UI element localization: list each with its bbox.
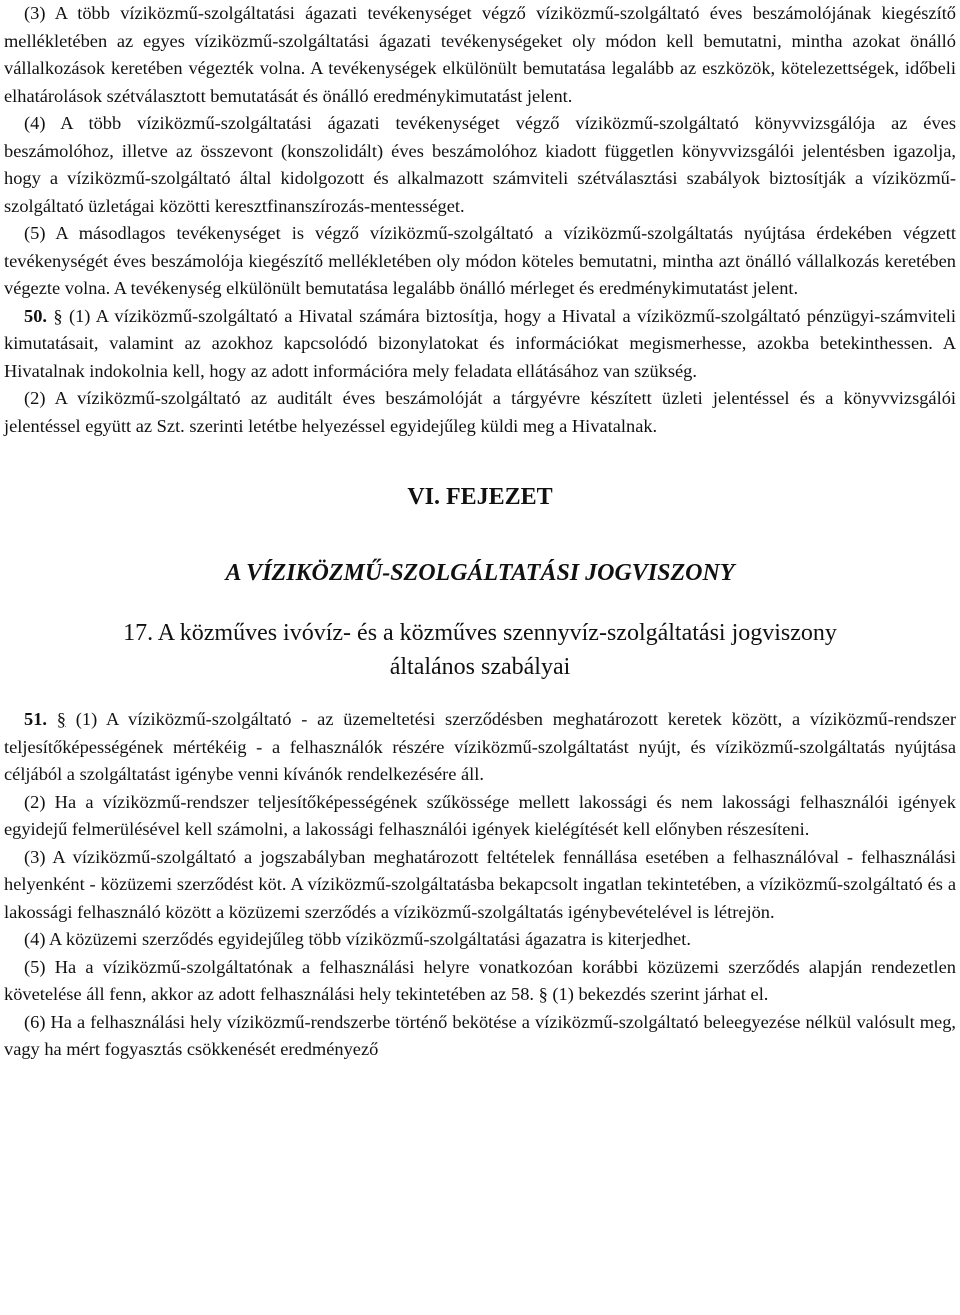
section-50-number: 50. (24, 305, 47, 326)
paragraph-5: (5) A másodlagos tevékenységet is végző víziközmű-szolgáltató a víziközmű-szolgáltatás nyújtása érdekében végzett tevékenységét éves beszámolója kiegészítő mellékletében oly módon köteles bemutatni, mintha azt önálló vállalkozás keretében végezte volna. A tevékenység elkülönült bemutatása legalább önálló mérleget és eredménykimutatást jelent. (4, 223, 956, 298)
section-51-paragraph-6: (6) Ha a felhasználási hely víziközmű-rendszerbe történő bekötése a víziközmű-szolgáltató beleegyezése nélkül valósult meg, vagy ha mért fogyasztás csökkenését eredményező (4, 1011, 956, 1059)
section-sign: § (53, 305, 63, 326)
subchapter-heading-line-1: 17. A közműves ivóvíz- és a közműves szennyvíz-szolgáltatási jogviszony (123, 620, 837, 646)
subchapter-heading (4, 616, 956, 684)
chapter-title: A VÍZIKÖZMŰ-SZOLGÁLTATÁSI JOGVISZONY (225, 560, 735, 586)
section-51-paragraph-4: (4) A közüzemi szerződés egyidejűleg több víziközmű-szolgáltatási ágazatra is kiterjedhet. (24, 929, 691, 949)
section-51-paragraph-5: (5) Ha a víziközmű-szolgáltatónak a felhasználási helyre vonatkozóan korábbi közüzemi szerződés alapján rendezetlen követelése áll fenn, akkor az adott felhasználási hely tekintetében az 58. § (1) bekezdés szerint járhat el. (4, 956, 956, 1004)
section-51-number: 51. (24, 709, 47, 729)
paragraph-3: (3) A több víziközmű-szolgáltatási ágazati tevékenységet végző víziközmű-szolgáltató éves beszámolójának kiegészítő mellékletében az egyes víziközmű-szolgáltatási ágazati tevékenységeket oly módon kell bemutatni, mintha azokat önálló vállalkozások keretében végezték volna. A tevékenységek elkülönült bemutatása legalább az eszközök, kötelezettségek, időbeli elhatárolások szétválasztott bemutatását és önálló eredménykimutatást jelent. (4, 3, 956, 106)
chapter-number: VI. FEJEZET (407, 484, 553, 510)
subchapter-heading-line-2: általános szabályai (389, 654, 571, 680)
section-51-text-1: (1) A víziközmű-szolgáltató - az üzemeltetési szerződésben meghatározott keretek között, a víziközmű-rendszer teljesítőképességének mértékéig - a felhasználók részére víziközmű-szolgáltatást nyújt, és víziközmű-szolgáltatás nyújtása céljából a szolgáltatást igénybe venni kívánók rendelkezésére áll. (4, 709, 956, 784)
section-51-paragraph-3: (3) A víziközmű-szolgáltató a jogszabályban meghatározott feltételek fennállása esetében a felhasználóval - felhasználási helyenként - közüzemi szerződést köt. A víziközmű-szolgáltatásba bekapcsolt ingatlan tekintetében, a víziközmű-szolgáltató és a lakossági felhasználó között a közüzemi szerződés a víziközmű-szolgáltatás igénybevételével is létrejön. (4, 846, 956, 922)
section-50-text-1: (1) A víziközmű-szolgáltató a Hivatal számára biztosítja, hogy a Hivatal a víziközmű-szolgáltató pénzügyi-számviteli kimutatásait, valamint az azokhoz kapcsolódó bizonylatokat és információkat megismerhesse, azokba betekinthessen. A Hivatalnak indokolnia kell, hogy az adott információra mely feladata ellátásához van szükség. (4, 305, 956, 381)
section-50-paragraph-1 (4, 303, 956, 386)
section-sign: § (56, 709, 66, 729)
section-50-paragraph-2: (2) A víziközmű-szolgáltató az auditált éves beszámolóját a tárgyévre készített üzleti jelentéssel és a könyvvizsgálói jelentéssel együtt az Szt. szerinti letétbe helyezéssel egyidejűleg küldi meg a Hivatalnak. (4, 388, 956, 436)
section-51-paragraph-1 (4, 706, 956, 789)
section-51-paragraph-2: (2) Ha a víziközmű-rendszer teljesítőképességének szűkössége mellett lakossági és nem lakossági felhasználói igények egyidejű felmerülésével kell számolni, a lakossági felhasználói igények kielégítését kell előnyben részesíteni. (4, 791, 956, 839)
paragraph-4: (4) A több víziközmű-szolgáltatási ágazati tevékenységet végző víziközmű-szolgáltató könyvvizsgálója az éves beszámolóhoz, illetve az összevont (konszolidált) éves beszámolóhoz kiadott független könyvvizsgálói jelentésben igazolja, hogy a víziközmű-szolgáltató által kidolgozott és alkalmazott számviteli szétválasztási szabályok biztosítják a víziközmű-szolgáltató üzletágai közötti keresztfinanszírozás-mentességet. (4, 113, 956, 216)
